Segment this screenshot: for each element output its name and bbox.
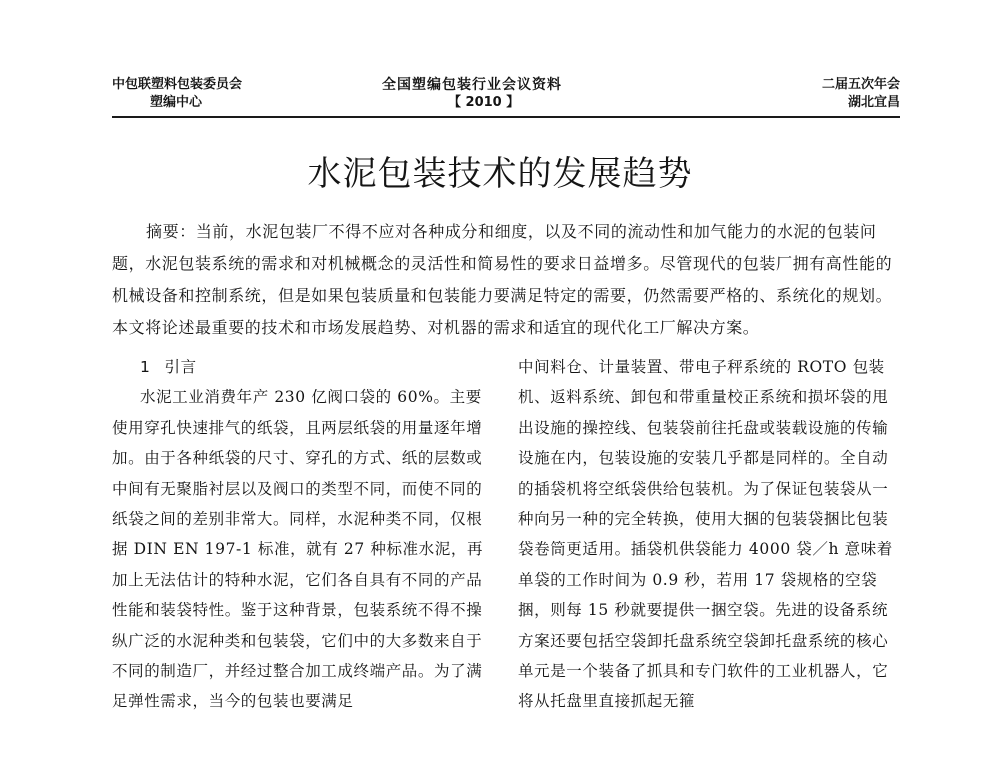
article-title: 水泥包装技术的发展趋势 xyxy=(307,154,693,194)
abstract-text: 当前，水泥包装厂不得不应对各种成分和细度，以及不同的流动性和加气能力的水泥的包装问题，水泥包装系统的需求和对机械概念的灵活性和简易性的要求日益增多。尽管现代的包装厂拥有高性能的机械设备和控制系统，但是如果包装质量和包装能力要满足特定的需要，仍然需要严格的、系统化的规划。本文将论述最重要的技术和市场发展趋势、对机器的需求和适宜的现代化工厂解决方案。 xyxy=(112,222,893,337)
right-column xyxy=(518,352,900,717)
header-organization: 中包联塑料包装委员会 xyxy=(112,77,243,92)
section-title: 引言 xyxy=(164,358,197,376)
page-header xyxy=(112,74,900,118)
header-meeting: 二届五次年会 xyxy=(821,77,900,92)
section-number: 1 xyxy=(140,358,151,376)
header-year: 【 2010 】 xyxy=(448,95,520,110)
right-column-paragraph: 中间料仓、计量装置、带电子秤系统的 ROTO 包装机、返料系统、卸包和带重量校正系统和损坏袋的甩出设施的操控线、包装袋前往托盘或装载设施的传输设施在内，包装设施的安装几乎都是同样的。全自动的插袋机将空纸袋供给包装机。为了保证包装袋从一种向另一种的完全转换，使用大捆的包装袋捆比包装袋卷筒更适用。插袋机供袋能力 4000 袋／h 意味着单袋的工作时间为 0.9 秒，若用 17 袋规格的空袋捆，则每 15 秒就要提供一捆空袋。先进的设备系统方案还要包括空袋卸托盘系统空袋卸托盘系统的核心单元是一个装备了抓具和专门软件的工业机器人，它将从托盘里直接抓起无箍 xyxy=(518,358,893,711)
header-publication: 全国塑编包装行业会议资料 xyxy=(382,77,562,93)
header-organization-sub: 塑编中心 xyxy=(150,95,203,110)
abstract xyxy=(112,216,900,344)
left-column xyxy=(112,352,492,717)
left-column-paragraph: 水泥工业消费年产 230 亿阀口袋的 60%。主要使用穿孔快速排气的纸袋，且两层纸袋的用量逐年增加。由于各种纸袋的尺寸、穿孔的方式、纸的层数或中间有无聚脂衬层以及阀口的类型不同，而使不同的纸袋之间的差别非常大。同样，水泥种类不同，仅根据 DIN EN 197-1 标准，就有 27 种标准水泥，再加上无法估计的特种水泥，它们各自具有不同的产品性能和装袋特性。鉴于这种背景，包装系统不得不操纵广泛的水泥种类和包装袋，它们中的大多数来自于不同的制造厂，并经过整合加工成终端产品。为了满足弹性需求，当今的包装也要满足 xyxy=(112,388,484,711)
abstract-label: 摘要： xyxy=(146,222,196,241)
section-heading xyxy=(112,352,492,382)
header-location: 湖北宜昌 xyxy=(847,95,900,110)
